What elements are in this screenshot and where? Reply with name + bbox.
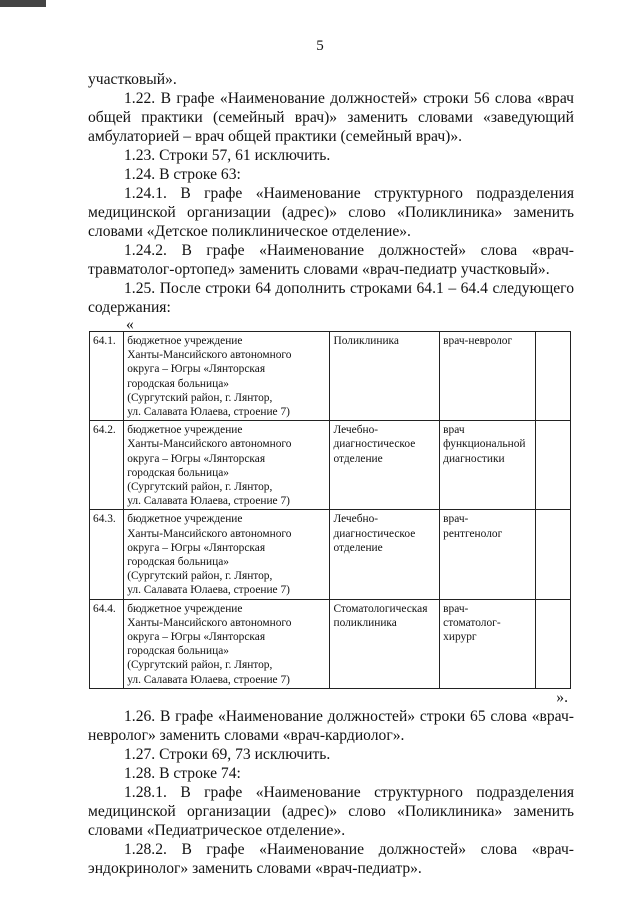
- row-number-cell: 64.1.: [90, 332, 124, 421]
- paragraph-uchastkovy: участковый».: [88, 71, 177, 88]
- paragraph-1-22: 1.22. В графе «Наименование должностей» строки 56 слова «врач общей практики (семейный врач)» заменить словами «заведующий амбулаторией – врач общей практики (семейный врач)».: [88, 90, 574, 145]
- paragraph-1-27: 1.27. Строки 69, 73 исключить.: [124, 745, 331, 763]
- quote-close-mark: ».: [556, 688, 568, 706]
- organization-cell: бюджетное учреждение Ханты-Мансийского автономного округа – Югры «Лянторская городская больница» (Сургутский район, г. Лянтор, ул. Салавата Юлаева, строение 7): [124, 421, 330, 510]
- organization-cell: бюджетное учреждение Ханты-Мансийского автономного округа – Югры «Лянторская городская больница» (Сургутский район, г. Лянтор, ул. Салавата Юлаева, строение 7): [124, 332, 330, 421]
- paragraph-1-28: 1.28. В строке 74:: [124, 764, 241, 782]
- paragraph-1-28-1: 1.28.1. В графе «Наименование структурного подразделения медицинской организации (адрес)» слово «Поликлиника» заменить словами «Педиатрическое отделение».: [88, 783, 574, 839]
- document-body: [88, 70, 574, 878]
- paragraph-1-24-2: 1.24.2. В графе «Наименование должностей» слова «врач-травматолог-ортопед» заменить словами «врач-педиатр участковый».: [88, 242, 574, 278]
- quote-open-mark: «: [126, 316, 134, 333]
- extra-cell: [535, 510, 570, 599]
- position-cell: врач функциональной диагностики: [440, 421, 536, 510]
- paragraph-1-25: 1.25. После строки 64 дополнить строками 64.1 – 64.4 следующего содержания:: [88, 280, 574, 316]
- unit-cell: Поликлиника: [330, 332, 440, 421]
- row-number-cell: 64.4.: [90, 599, 124, 688]
- organization-cell: бюджетное учреждение Ханты-Мансийского автономного округа – Югры «Лянторская городская больница» (Сургутский район, г. Лянтор, ул. Салавата Юлаева, строение 7): [124, 599, 330, 688]
- extra-cell: [535, 599, 570, 688]
- scan-corner-mark: [0, 0, 46, 7]
- inserted-rows-table: [89, 331, 571, 689]
- row-number-cell: 64.3.: [90, 510, 124, 599]
- unit-cell: Стоматологическая поликлиника: [330, 599, 440, 688]
- extra-cell: [535, 421, 570, 510]
- table-row: [90, 421, 571, 510]
- unit-cell: Лечебно- диагностическое отделение: [330, 421, 440, 510]
- paragraph-1-24-1: 1.24.1. В графе «Наименование структурного подразделения медицинской организации (адрес)» слово «Поликлиника» заменить словами «Детское поликлиническое отделение».: [88, 185, 574, 240]
- organization-cell: бюджетное учреждение Ханты-Мансийского автономного округа – Югры «Лянторская городская больница» (Сургутский район, г. Лянтор, ул. Салавата Юлаева, строение 7): [124, 510, 330, 599]
- paragraph-1-24: 1.24. В строке 63:: [124, 166, 241, 183]
- table-row: [90, 510, 571, 599]
- position-cell: врач- рентгенолог: [440, 510, 536, 599]
- extra-cell: [535, 332, 570, 421]
- row-number-cell: 64.2.: [90, 421, 124, 510]
- paragraph-1-26: 1.26. В графе «Наименование должностей» строки 65 слова «врач-невролог» заменить словами «врач-кардиолог».: [88, 707, 574, 744]
- position-cell: врач- стоматолог- хирург: [440, 599, 536, 688]
- table-row: [90, 332, 571, 421]
- unit-cell: Лечебно- диагностическое отделение: [330, 510, 440, 599]
- position-cell: врач-невролог: [440, 332, 536, 421]
- paragraph-1-28-2: 1.28.2. В графе «Наименование должностей» слова «врач-эндокринолог» заменить словами «врач-педиатр».: [88, 840, 574, 877]
- paragraph-1-23: 1.23. Строки 57, 61 исключить.: [124, 147, 331, 164]
- table-row: [90, 599, 571, 688]
- page-number: 5: [316, 38, 324, 54]
